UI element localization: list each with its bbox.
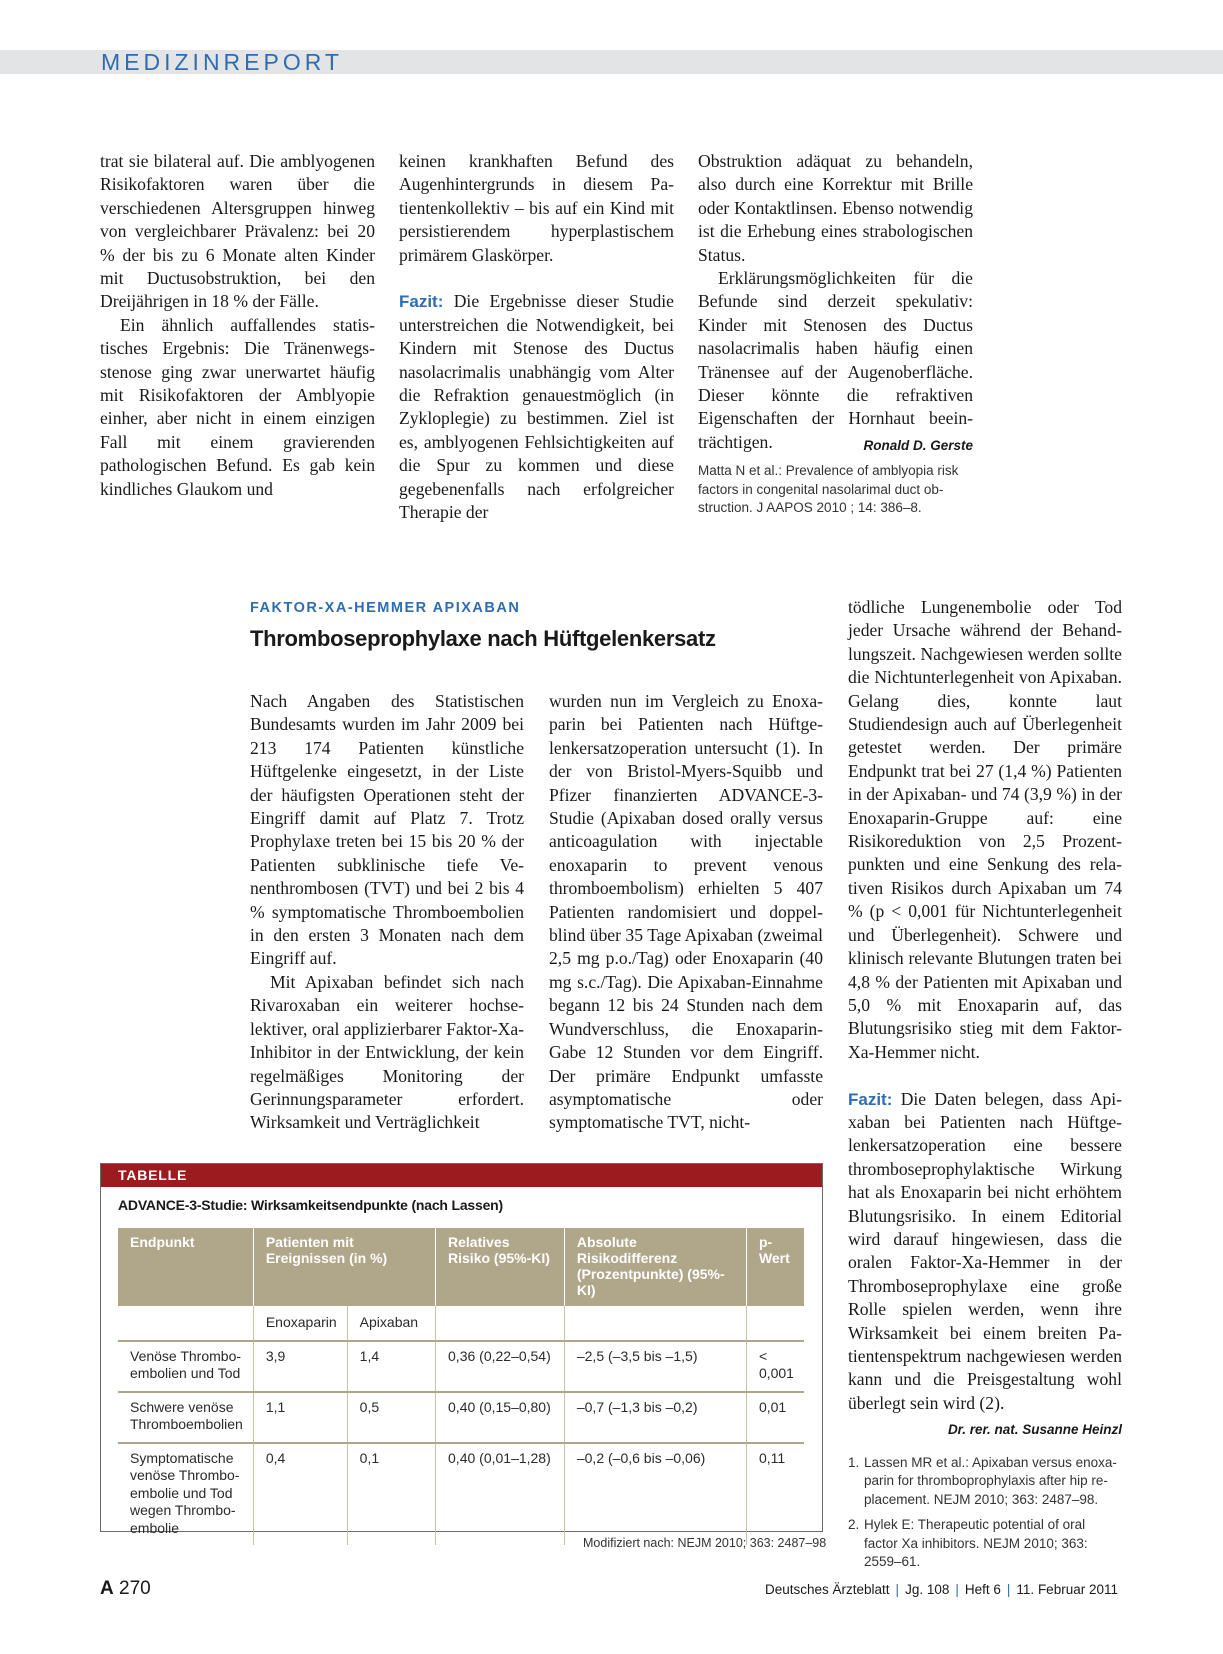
table-cell [118, 1306, 253, 1341]
cell-relative-risk: 0,36 (0,22–0,54) [436, 1341, 565, 1392]
header-absolute-risk: Absolute Risikodifferenz (Prozentpunkte) (95%-KI) [564, 1228, 746, 1306]
footer-citation [765, 1582, 1118, 1597]
cell-p-value: < 0,001 [746, 1341, 804, 1392]
references [848, 1454, 1122, 1572]
article-column-2 [549, 690, 823, 1135]
separator: | [955, 1582, 959, 1597]
separator: | [1006, 1582, 1011, 1597]
paragraph: keinen krankhaften Befund des Augenhintergrunds in diesem Patientenkollektiv – bis auf ein Kind mit persistierendem hyperplastischem primärem Glaskörper. [399, 151, 674, 265]
article-headline: Thromboseprophylaxe nach Hüftgelenkersatz [250, 626, 716, 651]
cell-absolute-risk: –0,7 (–1,3 bis –0,2) [564, 1392, 746, 1443]
top-article-column-1 [100, 150, 375, 501]
fazit-text: Die Ergebnisse dieser Studie unterstreichen die Notwendigkeit, bei Kindern mit Stenose des Ductus nasolacrimalis unabhängig vom Alter die Refraktion genauestmöglich (in Zykloplegie) zu bestimmen. Ziel ist es, amblyogenen Fehlsichtigkeiten auf die Spur zu kommen und diese gegebenenfalls nach erfolgreicher Therapie der [399, 291, 674, 523]
signature-line [848, 1417, 1122, 1441]
data-table [118, 1228, 804, 1545]
table-subheader-row [118, 1306, 804, 1341]
cell-p-value: 0,11 [758, 1449, 786, 1466]
article-column-1 [250, 690, 524, 1135]
cell-relative-risk: 0,40 (0,01–1,28) [436, 1443, 565, 1546]
top-article-column-3 [698, 150, 973, 518]
article-column-3 [848, 596, 1122, 1579]
cell-enoxaparin: 3,9 [253, 1341, 347, 1392]
table-source: Modifiziert nach: NEJM 2010; 363: 2487–98 [583, 1536, 827, 1550]
reference-list [848, 1454, 1122, 1572]
fazit-label: Fazit: [848, 1089, 893, 1109]
reference-item [848, 1454, 1122, 1510]
article-kicker: FAKTOR-XA-HEMMER APIXABAN [250, 600, 521, 616]
header-patients: Patienten mit Ereignissen (in %) [253, 1228, 435, 1306]
subheader-apixaban: Apixaban [347, 1306, 435, 1341]
paragraph-text: Erklärungsmöglichkeiten für die Befunde sind derzeit spekulativ: Kinder mit Stenosen des Ductus nasolacrimalis haben häufig einen Tränensee auf der Augenoberfläche. Dieser könnte die refraktiven Eigenschaften der Hornhaut beeinträchtigen. [698, 268, 973, 452]
table-cell [564, 1306, 746, 1341]
table-row [118, 1443, 804, 1546]
cell-relative-risk: 0,40 (0,15–0,80) [436, 1392, 565, 1443]
table-label: TABELLE [101, 1164, 822, 1187]
cell-apixaban: 0,1 [347, 1443, 435, 1546]
author-signature: Ronald D. Gerste [863, 437, 973, 453]
table-caption: ADVANCE-3-Studie: Wirksamkeitsendpunkte (nach Lassen) [118, 1197, 503, 1213]
page-number [100, 1578, 151, 1600]
paragraph: Nach Angaben des Statistischen Bundesamts wurden im Jahr 2009 bei 213 174 Patienten künstliche Hüftgelenke eingesetzt, in der Liste der häufigsten Operationen steht der Eingriff damit auf Platz 7. Trotz Prophylaxe treten bei 15 bis 20 % der Patienten subklinische tiefe Venenthrombosen (TVT) und bei 2 bis 4 % symptomatische Thromboembolien in den ersten 3 Monaten nach dem Eingriff auf. [250, 691, 524, 969]
table-header-row [118, 1228, 804, 1306]
author-signature: Dr. rer. nat. Susanne Heinzl [947, 1422, 1122, 1438]
cell-enoxaparin: 0,4 [253, 1443, 347, 1546]
page-number-value: 270 [119, 1578, 151, 1599]
reference-text: Lassen MR et al.: Apixaban versus enoxaparin for thromboprophylaxis after hip replacement. NEJM 2010; 363: 2487–98. [864, 1454, 1117, 1507]
journal-name: Deutsches Ärzteblatt [764, 1582, 890, 1597]
cell-absolute-risk: –0,2 (–0,6 bis –0,06) [564, 1443, 746, 1546]
reference-number: 1. [848, 1454, 860, 1470]
header-p-value: p-Wert [746, 1228, 804, 1306]
fazit-paragraph [399, 290, 674, 524]
cell-apixaban: 1,4 [347, 1341, 435, 1392]
paragraph: Mit Apixaban befindet sich nach Rivaroxaban ein weiterer hochselektiver, oral applizierbarer Faktor-Xa-Inhibitor in der Entwicklung, der kein regelmäßiges Monitoring der Gerinnungsparameter erfordert. Wirksamkeit und Verträglichkeit [250, 971, 524, 1133]
cell-enoxaparin: 1,1 [253, 1392, 347, 1443]
cell-endpoint: Symptomatische venöse Thromboembolie und Tod wegen Thromboembolie [118, 1443, 253, 1546]
paragraph: trat sie bilateral auf. Die amblyogenen Risikofaktoren waren über die verschiedenen Altersgruppen hinweg von vergleichbarer Prävalenz: bei 20 % der bis zu 6 Monate alten Kinder mit Ductusobstruktion, bei den Dreijährigen in 18 % der Fälle. [100, 151, 375, 312]
top-article-column-2 [399, 150, 674, 524]
paragraph: Ein ähnlich auffallendes statistisches Ergebnis: Die Tränenwegsstenose ging zwar unerwartet häufig mit Risikofaktoren der Amblyopie einher, aber nicht in einem einzigen Fall mit einem gravierenden pathologischen Befund. Es gab kein kindliches Glaukom und [100, 314, 375, 499]
cell-absolute-risk: –2,5 (–3,5 bis –1,5) [564, 1341, 746, 1392]
table-row [118, 1341, 804, 1392]
cell-endpoint: Venöse Thromboembolien und Tod [118, 1341, 253, 1392]
paragraph: wurden nun im Vergleich zu Enoxaparin bei Patienten nach Hüftgelenkersatzoperation untersucht (1). In der von Bristol-Myers-Squibb und Pfizer finanzierten ADVANCE-3-Studie (Apixaban dosed orally versus anticoagulation with injectable enoxaparin to prevent venous thromboembolism) erhielten 5 407 Patienten randomisiert und doppelblind über 35 Tage Apixaban (zweimal 2,5 mg p.o./Tag) oder Enoxaparin (40 mg s.c./Tag). Die Apixaban-Einnahme begann 12 bis 24 Stunden nach dem Wundverschluss, die Enoxaparin-Gabe 12 Stunden vor dem Eingriff. Der primäre Endpunkt umfasste asymptomatische oder symptomatische TVT, nicht- [549, 691, 823, 1133]
page-prefix: A [100, 1578, 114, 1599]
paragraph: Obstruktion adäquat zu behandeln, also durch eine Korrektur mit Brille oder Kontaktlinsen. Ebenso notwendig ist die Erhebung eines strabologischen Status. [698, 151, 973, 265]
fazit-text: Die Daten belegen, dass Apixaban bei Patienten nach Hüftgelenkersatzoperation eine bessere thromboseprophylaktische Wirkung hat als Enoxaparin bei nicht erhöhtem Blutungsrisiko. In einem Editorial wird darauf hingewiesen, dass die oralen Faktor-Xa-Hemmer in der Thromboseprophylaxe eine große Rolle spielen werden, wenn ihre Wirksamkeit bei einem breiten Patientenspektrum nachgewiesen werden kann und die Preisgestaltung wohl überlegt sein wird (2). [848, 1088, 1122, 1413]
header-relative-risk: Relatives Risiko (95%-KI) [436, 1228, 565, 1306]
reference-number: 2. [848, 1517, 860, 1533]
journal-date: 11. Februar 2011 [1016, 1582, 1118, 1597]
cell-p-value: 0,01 [746, 1392, 804, 1443]
reference: Matta N et al.: Prevalence of amblyopia risk factors in congenital nasolarimal duct obstruction. J AAPOS 2010 ; 14: 386–8. [698, 463, 959, 516]
reference-item [848, 1516, 1122, 1572]
fazit-label: Fazit: [399, 292, 444, 312]
paragraph [698, 267, 973, 454]
journal-volume: Jg. 108 [905, 1582, 950, 1597]
table-cell [746, 1306, 804, 1341]
paragraph: tödliche Lungenembolie oder Tod jeder Ursache während der Behandlungszeit. Nachgewiesen werden sollte die Nichtunterlegenheit von Apixaban. Gelang dies, konnte laut Studiendesign auch auf Überlegenheit getestet werden. Der primäre Endpunkt trat bei 27 (1,4 %) Patienten in der Apixaban- und 74 (3,9 %) in der Enoxaparin-Gruppe auf: eine Risikoreduktion von 2,5 Prozentpunkten und eine Senkung des relativen Risikos durch Apixaban um 74 % (p < 0,001 für Nichtunterlegenheit und Überlegenheit). Schwere und klinisch relevante Blutungen traten bei 4,8 % der Patienten mit Apixaban und 5,0 % mit Enoxaparin auf, das Blutungsrisiko stieg mit dem Faktor-Xa-Hemmer nicht. [848, 597, 1122, 1062]
journal-issue: Heft 6 [964, 1582, 1001, 1597]
table-cell [436, 1306, 565, 1341]
table-box [100, 1163, 823, 1536]
subheader-enoxaparin: Enoxaparin [253, 1306, 347, 1341]
reference-text: Hylek E: Therapeutic potential of oral factor Xa inhibitors. NEJM 2010; 363: 2559–61. [864, 1517, 1088, 1570]
header-endpoint: Endpunkt [118, 1228, 253, 1306]
fazit-paragraph [848, 1088, 1122, 1416]
table-row [118, 1392, 804, 1443]
cell-apixaban: 0,5 [347, 1392, 435, 1443]
section-label: MEDIZINREPORT [101, 49, 343, 75]
separator: | [895, 1582, 900, 1597]
cell-endpoint: Schwere venöse Thromboembolien [118, 1392, 253, 1443]
